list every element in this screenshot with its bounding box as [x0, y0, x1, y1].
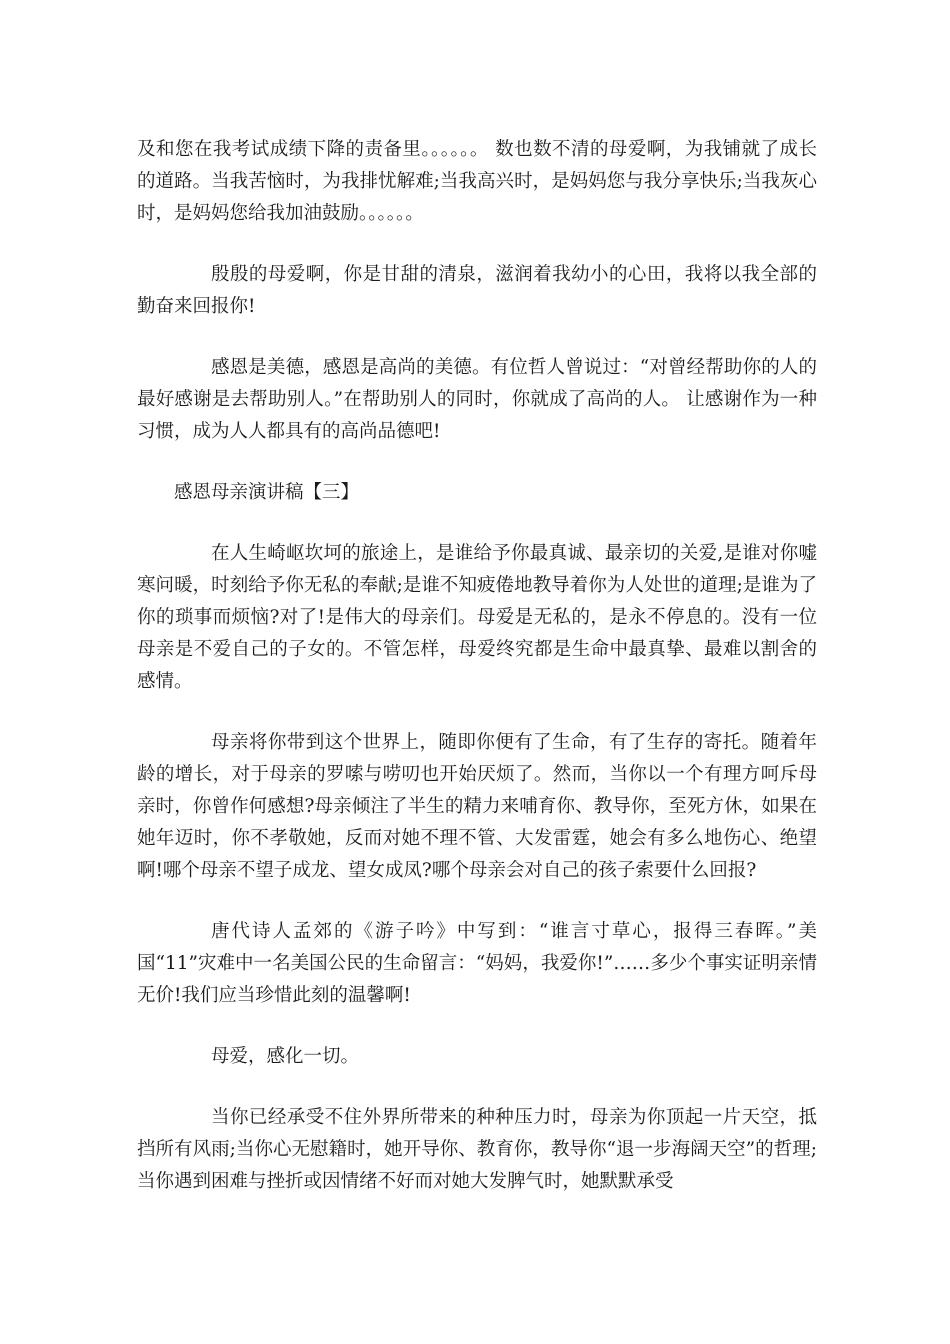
document-body — [137, 134, 817, 1227]
paragraph-7: 母爱，感化一切。 — [211, 1046, 360, 1067]
paragraph-2: 殷殷的母爱啊，你是甘甜的清泉，滋润着我幼小的心田，我将以我全部的勤奋来回报你! — [137, 264, 817, 317]
paragraph-4: 在人生崎岖坎坷的旅途上，是谁给予你最真诚、最亲切的关爱,是谁对你嘘寒问暖，时刻给予你无私的奉献;是谁不知疲倦地教导着你为人处世的道理;是谁为了你的琐事而烦恼?对了!是伟大的母亲们。母爱是无私的，是永不停息的。没有一位母亲是不爱自己的子女的。不管怎样，母爱终究都是生命中最真挚、最难以割舍的感情。 — [137, 543, 817, 692]
paragraph-5: 母亲将你带到这个世界上，随即你便有了生命，有了生存的寄托。随着年龄的增长，对于母亲的罗嗦与唠叨也开始厌烦了。然而，当你以一个有理方呵斥母亲时，你曾作何感想?母亲倾注了半生的精力来哺育你、教导你，至死方休，如果在她年迈时，你不孝敬她，反而对她不理不管、大发雷霆，她会有多么地伤心、绝望啊!哪个母亲不望子成龙、望女成凤?哪个母亲会对自己的孩子索要什么回报? — [137, 732, 817, 881]
paragraph-8: 当你已经承受不住外界所带来的种种压力时，母亲为你顶起一片天空，抵挡所有风雨;当你心无慰籍时，她开导你、教育你，教导你“退一步海阔天空”的哲理;当你遇到困难与挫折或因情绪不好而对她大发脾气时，她默默承受 — [137, 1107, 817, 1192]
paragraph-3: 感恩是美德，感恩是高尚的美德。有位哲人曾说过：“对曾经帮助你的人的最好感谢是去帮助别人。”在帮助别人的同时，你就成了高尚的人。 让感谢作为一种习惯，成为人人都具有的高尚品德吧! — [137, 357, 817, 442]
section-heading: 感恩母亲演讲稿【三】 — [174, 482, 360, 503]
paragraph-1: 及和您在我考试成绩下降的责备里。。。。。。 数也数不清的母爱啊，为我铺就了成长的道路。当我苦恼时，为我排忧解难;当我高兴时，是妈妈您与我分享快乐;当我灰心时，是妈妈您给我加油鼓励。。。。。。 — [137, 139, 817, 224]
paragraph-6: 唐代诗人孟郊的《游子吟》中写到：“谁言寸草心，报得三春晖。”美国“11”灾难中一名美国公民的生命留言：“妈妈，我爱你!”……多少个事实证明亲情无价!我们应当珍惜此刻的温馨啊! — [137, 921, 817, 1006]
